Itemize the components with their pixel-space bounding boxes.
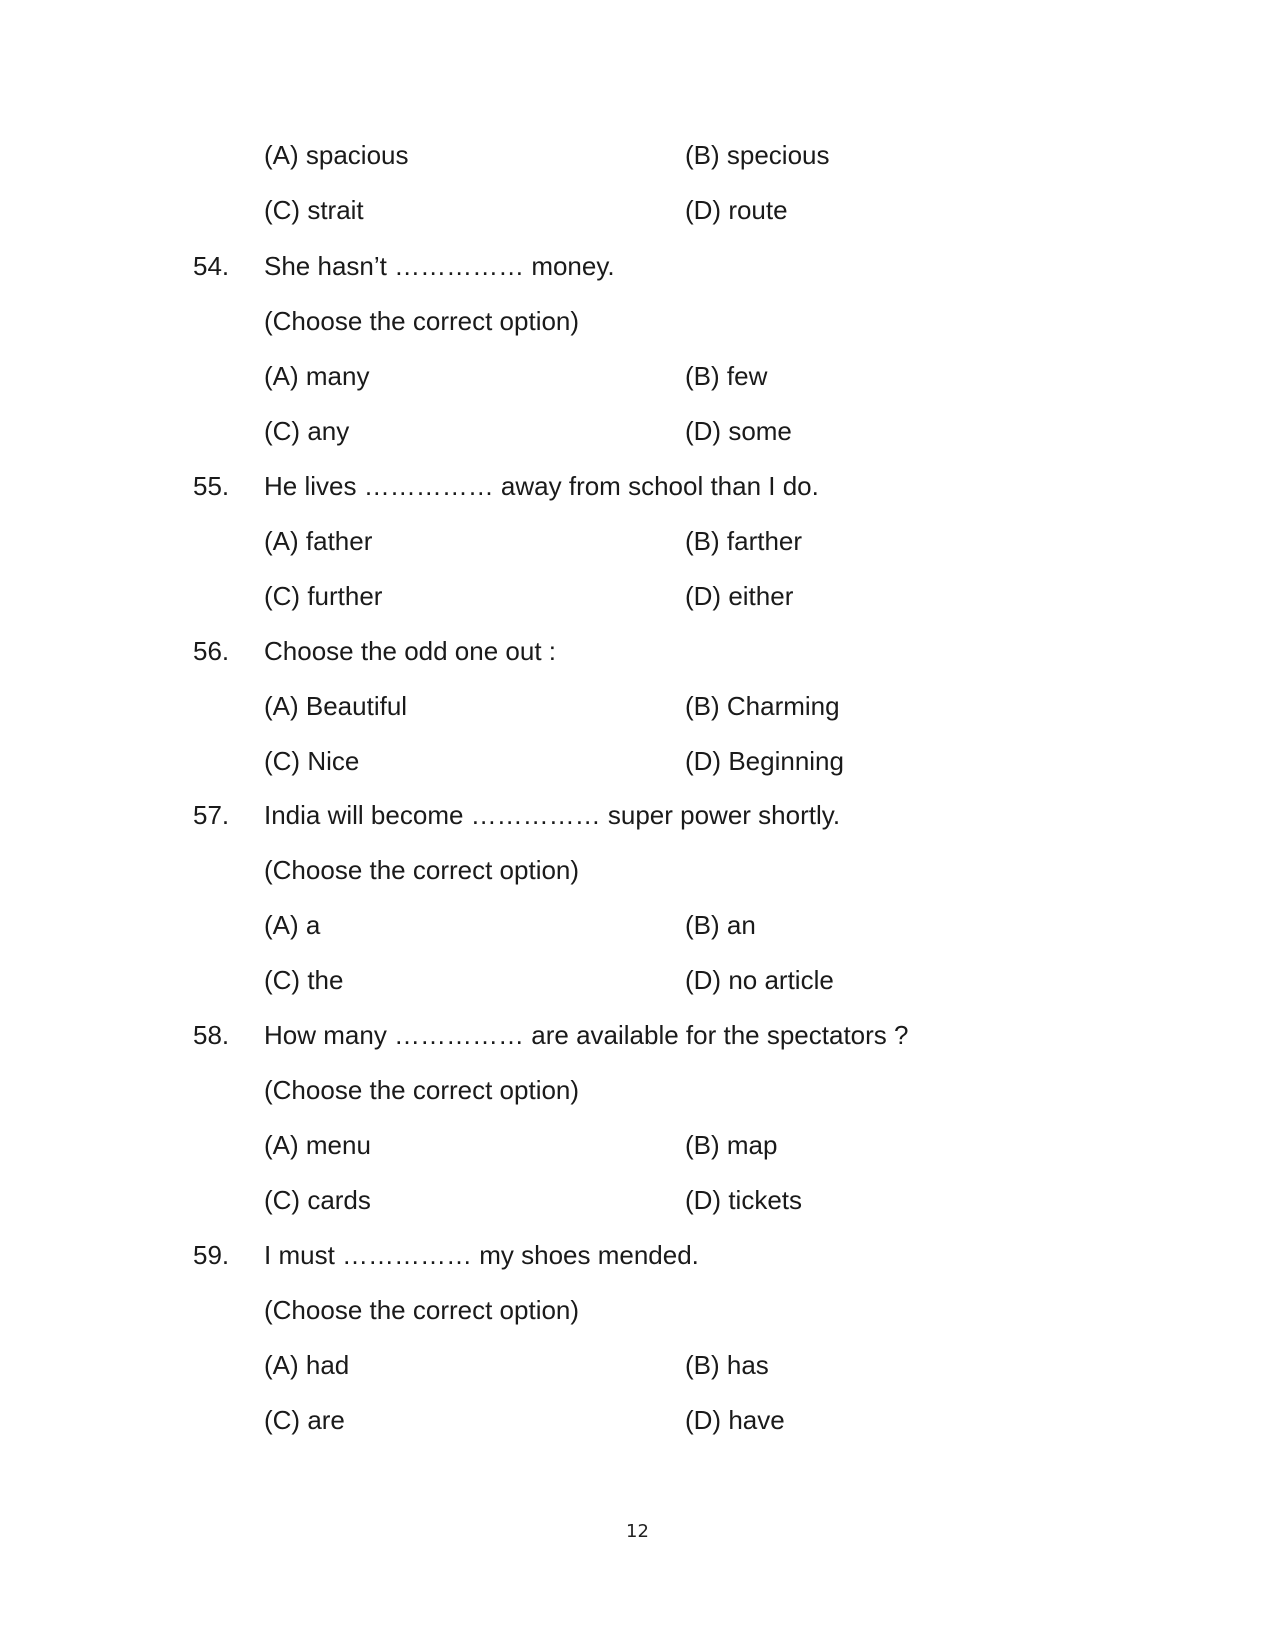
- question-text: How many …………… are available for the spectators ?: [264, 1020, 909, 1050]
- option-b: (B) Charming: [685, 691, 840, 721]
- question-text: I must …………… my shoes mended.: [264, 1240, 699, 1270]
- option-b: (B) farther: [685, 526, 803, 556]
- option-c: (C) strait: [264, 195, 364, 225]
- question-number: 55.: [193, 471, 230, 501]
- option-b: (B) has: [685, 1350, 769, 1380]
- option-b: (B) map: [685, 1130, 778, 1160]
- option-d: (D) either: [685, 581, 794, 611]
- option-a: (A) many: [264, 361, 370, 391]
- option-b: (B) few: [685, 361, 768, 391]
- question-number: 54.: [193, 251, 230, 281]
- question-number: 57.: [193, 800, 230, 830]
- question-instruction: (Choose the correct option): [264, 855, 580, 885]
- question-text: Choose the odd one out :: [264, 636, 557, 666]
- option-a: (A) spacious: [264, 140, 409, 170]
- option-c: (C) further: [264, 581, 383, 611]
- question-text: She hasn’t …………… money.: [264, 251, 615, 281]
- option-a: (A) had: [264, 1350, 350, 1380]
- question-text: He lives …………… away from school than I do.: [264, 471, 819, 501]
- question-text: India will become …………… super power shortly.: [264, 800, 841, 830]
- question-number: 58.: [193, 1020, 230, 1050]
- option-b: (B) specious: [685, 140, 830, 170]
- option-c: (C) any: [264, 416, 350, 446]
- option-c: (C) are: [264, 1405, 345, 1435]
- option-d: (D) Beginning: [685, 746, 844, 776]
- option-d: (D) route: [685, 195, 788, 225]
- option-a: (A) a: [264, 910, 321, 940]
- page-number: 12: [626, 1521, 649, 1542]
- option-c: (C) cards: [264, 1185, 371, 1215]
- question-instruction: (Choose the correct option): [264, 1295, 580, 1325]
- option-a: (A) menu: [264, 1130, 371, 1160]
- question-number: 56.: [193, 636, 230, 666]
- option-d: (D) tickets: [685, 1185, 802, 1215]
- option-b: (B) an: [685, 910, 756, 940]
- option-d: (D) no article: [685, 965, 834, 995]
- question-instruction: (Choose the correct option): [264, 306, 580, 336]
- question-instruction: (Choose the correct option): [264, 1075, 580, 1105]
- option-c: (C) Nice: [264, 746, 360, 776]
- question-number: 59.: [193, 1240, 230, 1270]
- option-d: (D) some: [685, 416, 792, 446]
- option-a: (A) father: [264, 526, 373, 556]
- option-d: (D) have: [685, 1405, 785, 1435]
- option-c: (C) the: [264, 965, 344, 995]
- option-a: (A) Beautiful: [264, 691, 408, 721]
